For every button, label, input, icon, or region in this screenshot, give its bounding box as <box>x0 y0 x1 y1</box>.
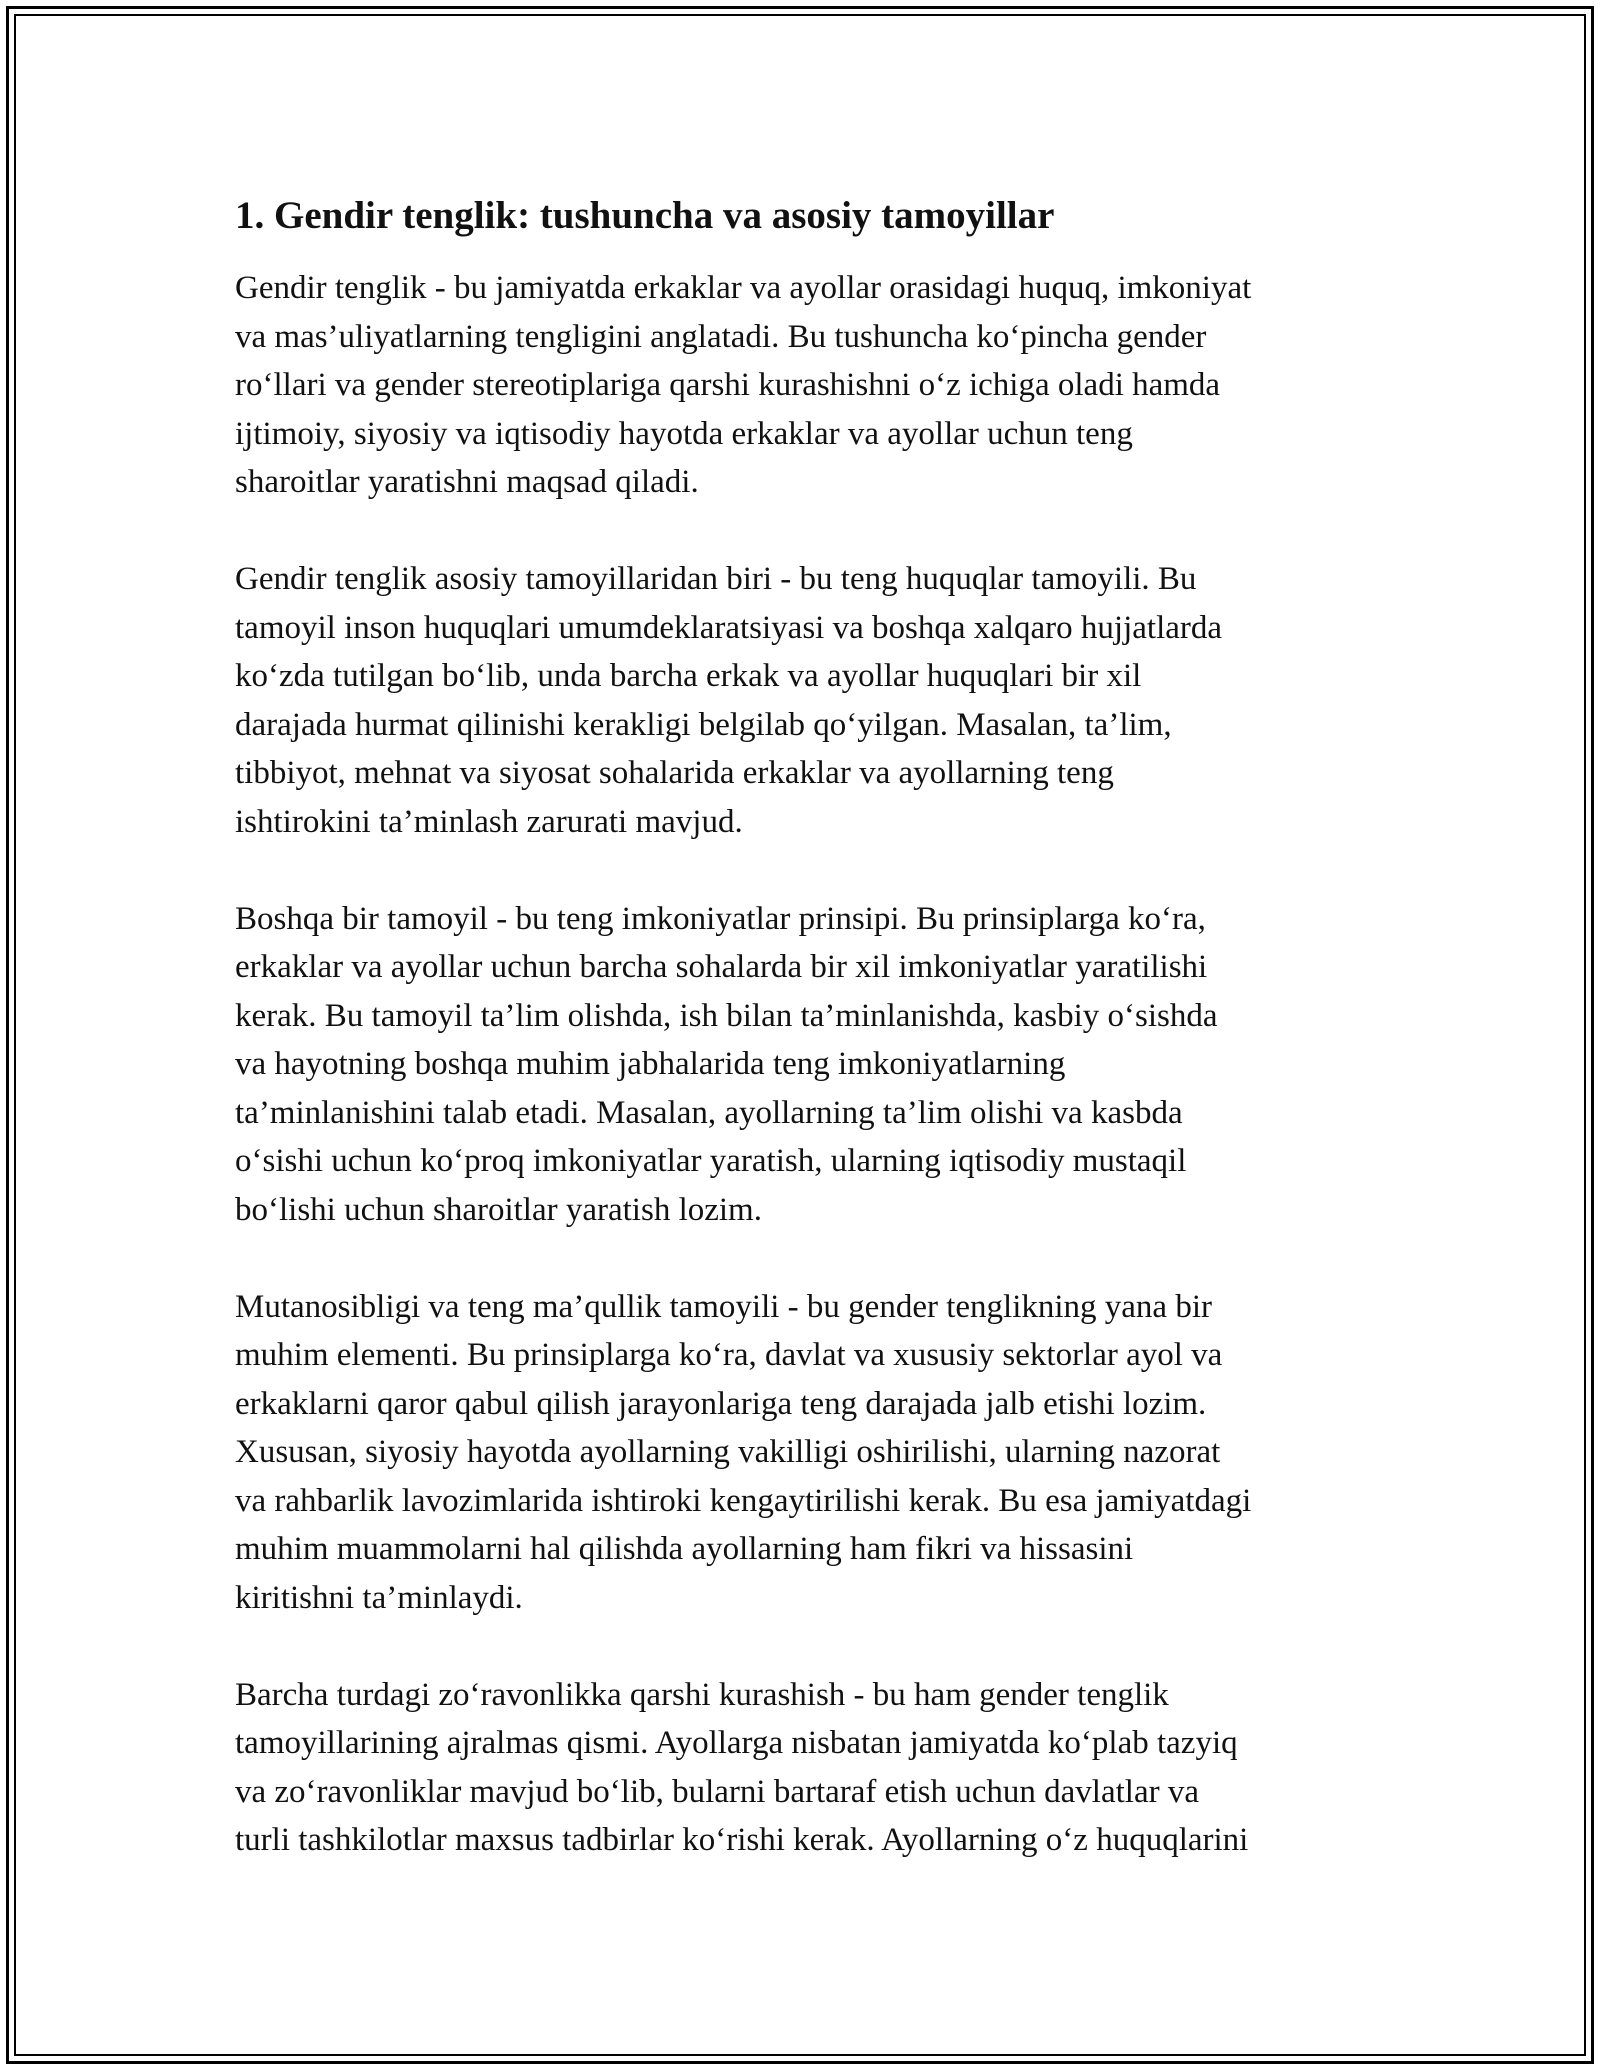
text-line: tamoyillarining ajralmas qismi. Ayollarga nisbatan jamiyatda ko‘plab tazyiq <box>235 1725 1238 1761</box>
text-line: muhim muammolarni hal qilishda ayollarning ham fikri va hissasini <box>235 1531 1134 1567</box>
text-line: turli tashkilotlar maxsus tadbirlar ko‘rishi kerak. Ayollarning o‘z huquqlarini <box>235 1822 1249 1858</box>
text-line: kerak. Bu tamoyil ta’lim olishda, ish bilan ta’minlanishda, kasbiy o‘sishda <box>235 997 1218 1034</box>
text-line: ishtirokini ta’minlash zarurati mavjud. <box>235 803 743 840</box>
text-line: erkaklarni qaror qabul qilish jarayonlariga teng darajada jalb etishi lozim. <box>235 1385 1207 1422</box>
text-line: va zo‘ravonliklar mavjud bo‘lib, bularni bartaraf etish uchun davlatlar va <box>235 1773 1199 1810</box>
document-body <box>235 188 1415 1913</box>
paragraph-2 <box>235 555 1415 846</box>
paragraph-1 <box>235 264 1415 507</box>
text-line: Xususan, siyosiy hayotda ayollarning vakilligi oshirilishi, ularning nazorat <box>235 1434 1221 1470</box>
text-line: Boshqa bir tamoyil - bu teng imkoniyatlar prinsipi. Bu prinsiplarga ko‘ra, <box>235 900 1206 937</box>
text-line: tibbiyot, mehnat va siyosat sohalarida erkaklar va ayollarning teng <box>235 755 1114 791</box>
text-line: va rahbarlik lavozimlarida ishtiroki kengaytirilishi kerak. Bu esa jamiyatdagi <box>235 1482 1252 1519</box>
text-line: va hayotning boshqa muhim jabhalarida teng imkoniyatlarning <box>235 1046 1066 1082</box>
text-line: Gendir tenglik asosiy tamoyillaridan biri - bu teng huquqlar tamoyili. Bu <box>235 561 1197 597</box>
paragraph-4 <box>235 1283 1415 1623</box>
text-line: ijtimoiy, siyosiy va iqtisodiy hayotda erkaklar va ayollar uchun teng <box>235 415 1133 452</box>
text-line: Mutanosibligi va teng ma’qullik tamoyili - bu gender tenglikning yana bir <box>235 1288 1212 1325</box>
text-line: ko‘zda tutilgan bo‘lib, unda barcha erkak va ayollar huquqlari bir xil <box>235 658 1142 694</box>
text-line: ta’minlanishini talab etadi. Masalan, ayollarning ta’lim olishi va kasbda <box>235 1094 1183 1131</box>
paragraph-3 <box>235 895 1415 1235</box>
text-line: Gendir tenglik - bu jamiyatda erkaklar va ayollar orasidagi huquq, imkoniyat <box>235 270 1252 306</box>
text-line: kiritishni ta’minlaydi. <box>235 1579 523 1616</box>
text-line: muhim elementi. Bu prinsiplarga ko‘ra, davlat va xususiy sektorlar ayol va <box>235 1337 1223 1373</box>
paragraph-5 <box>235 1671 1415 1865</box>
text-line: tamoyil inson huquqlari umumdeklaratsiyasi va boshqa xalqaro hujjatlarda <box>235 609 1223 646</box>
text-line: sharoitlar yaratishni maqsad qiladi. <box>235 464 699 500</box>
text-line: bo‘lishi uchun sharoitlar yaratish lozim. <box>235 1191 762 1228</box>
text-line: darajada hurmat qilinishi kerakligi belgilab qo‘yilgan. Masalan, ta’lim, <box>235 706 1172 743</box>
text-line: va mas’uliyatlarning tengligini anglatadi. Bu tushuncha ko‘pincha gender <box>235 318 1207 355</box>
section-heading: 1. Gendir tenglik: tushuncha va asosiy tamoyillar <box>235 194 1055 237</box>
text-line: Barcha turdagi zo‘ravonlikka qarshi kurashish - bu ham gender tenglik <box>235 1676 1169 1713</box>
text-line: ro‘llari va gender stereotiplariga qarshi kurashishni o‘z ichiga oladi hamda <box>235 367 1221 403</box>
text-line: o‘sishi uchun ko‘proq imkoniyatlar yaratish, ularning iqtisodiy mustaqil <box>235 1143 1187 1179</box>
text-line: erkaklar va ayollar uchun barcha sohalarda bir xil imkoniyatlar yaratilishi <box>235 949 1208 985</box>
